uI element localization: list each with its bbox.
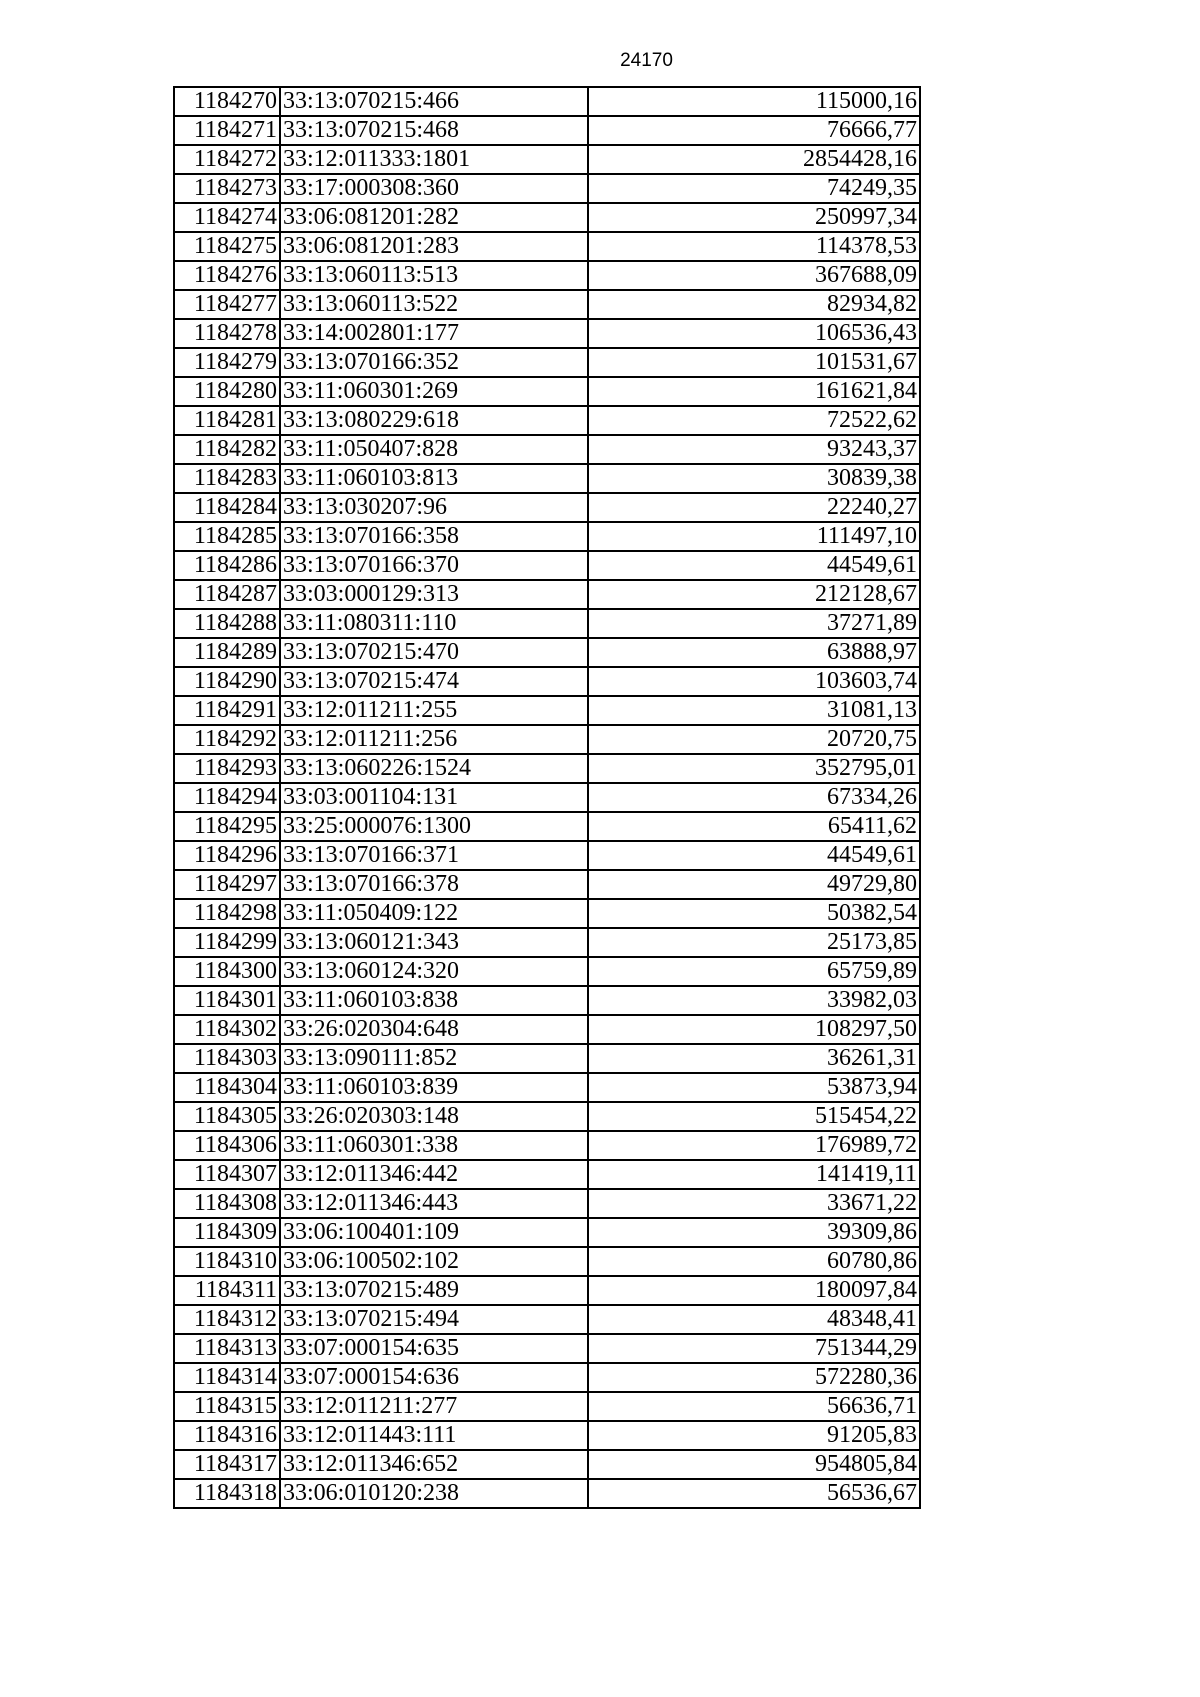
row-id-cell: 1184283 [174, 464, 280, 493]
table-row [174, 261, 920, 290]
value-cell: 63888,97 [588, 638, 920, 667]
table-row [174, 609, 920, 638]
row-id-cell: 1184316 [174, 1421, 280, 1450]
cadastral-number-cell: 33:13:060226:1524 [280, 754, 588, 783]
row-id-cell: 1184271 [174, 116, 280, 145]
row-id-cell: 1184301 [174, 986, 280, 1015]
table-row [174, 290, 920, 319]
table-row [174, 1160, 920, 1189]
row-id-cell: 1184300 [174, 957, 280, 986]
row-id-cell: 1184302 [174, 1015, 280, 1044]
cadastral-number-cell: 33:12:011211:256 [280, 725, 588, 754]
cadastral-number-cell: 33:13:070166:352 [280, 348, 588, 377]
cadastral-number-cell: 33:13:070215:466 [280, 87, 588, 116]
table-row [174, 580, 920, 609]
row-id-cell: 1184314 [174, 1363, 280, 1392]
page-number: 24170 [620, 50, 673, 71]
cadastral-number-cell: 33:12:011333:1801 [280, 145, 588, 174]
value-cell: 161621,84 [588, 377, 920, 406]
row-id-cell: 1184288 [174, 609, 280, 638]
cadastral-number-cell: 33:11:080311:110 [280, 609, 588, 638]
cadastral-number-cell: 33:13:060113:513 [280, 261, 588, 290]
row-id-cell: 1184287 [174, 580, 280, 609]
value-cell: 56536,67 [588, 1479, 920, 1508]
value-cell: 2854428,16 [588, 145, 920, 174]
table-row [174, 174, 920, 203]
table-row [174, 812, 920, 841]
value-cell: 515454,22 [588, 1102, 920, 1131]
table-row [174, 667, 920, 696]
value-cell: 60780,86 [588, 1247, 920, 1276]
row-id-cell: 1184291 [174, 696, 280, 725]
table-row [174, 1305, 920, 1334]
value-cell: 48348,41 [588, 1305, 920, 1334]
row-id-cell: 1184313 [174, 1334, 280, 1363]
cadastral-number-cell: 33:12:011346:442 [280, 1160, 588, 1189]
table-row [174, 319, 920, 348]
cadastral-number-cell: 33:13:060124:320 [280, 957, 588, 986]
row-id-cell: 1184308 [174, 1189, 280, 1218]
cadastral-number-cell: 33:06:081201:282 [280, 203, 588, 232]
row-id-cell: 1184315 [174, 1392, 280, 1421]
cadastral-number-cell: 33:14:002801:177 [280, 319, 588, 348]
row-id-cell: 1184270 [174, 87, 280, 116]
table-row [174, 986, 920, 1015]
cadastral-number-cell: 33:26:020303:148 [280, 1102, 588, 1131]
table-row [174, 696, 920, 725]
cadastral-number-cell: 33:13:070215:470 [280, 638, 588, 667]
cadastral-number-cell: 33:13:070215:489 [280, 1276, 588, 1305]
row-id-cell: 1184286 [174, 551, 280, 580]
value-cell: 44549,61 [588, 551, 920, 580]
row-id-cell: 1184281 [174, 406, 280, 435]
cadastral-number-cell: 33:03:001104:131 [280, 783, 588, 812]
row-id-cell: 1184307 [174, 1160, 280, 1189]
value-cell: 115000,16 [588, 87, 920, 116]
value-cell: 176989,72 [588, 1131, 920, 1160]
value-cell: 44549,61 [588, 841, 920, 870]
table-row [174, 1044, 920, 1073]
row-id-cell: 1184294 [174, 783, 280, 812]
cadastral-number-cell: 33:06:081201:283 [280, 232, 588, 261]
table-row [174, 1073, 920, 1102]
value-cell: 111497,10 [588, 522, 920, 551]
value-cell: 65759,89 [588, 957, 920, 986]
cadastral-number-cell: 33:13:070166:370 [280, 551, 588, 580]
table-row [174, 899, 920, 928]
row-id-cell: 1184305 [174, 1102, 280, 1131]
cadastral-number-cell: 33:11:050407:828 [280, 435, 588, 464]
value-cell: 67334,26 [588, 783, 920, 812]
row-id-cell: 1184272 [174, 145, 280, 174]
value-cell: 212128,67 [588, 580, 920, 609]
table-row [174, 1102, 920, 1131]
value-cell: 93243,37 [588, 435, 920, 464]
row-id-cell: 1184289 [174, 638, 280, 667]
cadastral-number-cell: 33:06:010120:238 [280, 1479, 588, 1508]
row-id-cell: 1184311 [174, 1276, 280, 1305]
table-row [174, 493, 920, 522]
value-cell: 33982,03 [588, 986, 920, 1015]
value-cell: 39309,86 [588, 1218, 920, 1247]
cadastral-number-cell: 33:13:030207:96 [280, 493, 588, 522]
cadastral-number-cell: 33:13:080229:618 [280, 406, 588, 435]
value-cell: 36261,31 [588, 1044, 920, 1073]
row-id-cell: 1184317 [174, 1450, 280, 1479]
row-id-cell: 1184296 [174, 841, 280, 870]
cadastral-number-cell: 33:12:011443:111 [280, 1421, 588, 1450]
row-id-cell: 1184312 [174, 1305, 280, 1334]
value-cell: 22240,27 [588, 493, 920, 522]
value-cell: 572280,36 [588, 1363, 920, 1392]
table-row [174, 1479, 920, 1508]
value-cell: 106536,43 [588, 319, 920, 348]
cadastral-number-cell: 33:13:070166:378 [280, 870, 588, 899]
value-cell: 20720,75 [588, 725, 920, 754]
value-cell: 103603,74 [588, 667, 920, 696]
table-row [174, 928, 920, 957]
cadastral-number-cell: 33:11:060103:839 [280, 1073, 588, 1102]
cadastral-number-cell: 33:07:000154:635 [280, 1334, 588, 1363]
table-row [174, 1247, 920, 1276]
row-id-cell: 1184293 [174, 754, 280, 783]
value-cell: 25173,85 [588, 928, 920, 957]
row-id-cell: 1184295 [174, 812, 280, 841]
value-cell: 367688,09 [588, 261, 920, 290]
value-cell: 50382,54 [588, 899, 920, 928]
cadastral-number-cell: 33:12:011211:255 [280, 696, 588, 725]
table-row [174, 1015, 920, 1044]
value-cell: 954805,84 [588, 1450, 920, 1479]
row-id-cell: 1184290 [174, 667, 280, 696]
cadastral-number-cell: 33:11:060301:338 [280, 1131, 588, 1160]
row-id-cell: 1184292 [174, 725, 280, 754]
row-id-cell: 1184277 [174, 290, 280, 319]
table-row [174, 1334, 920, 1363]
value-cell: 114378,53 [588, 232, 920, 261]
value-cell: 76666,77 [588, 116, 920, 145]
row-id-cell: 1184284 [174, 493, 280, 522]
cadastral-number-cell: 33:06:100401:109 [280, 1218, 588, 1247]
row-id-cell: 1184273 [174, 174, 280, 203]
table-row [174, 435, 920, 464]
cadastral-number-cell: 33:13:060121:343 [280, 928, 588, 957]
table-row [174, 522, 920, 551]
row-id-cell: 1184285 [174, 522, 280, 551]
table-row [174, 754, 920, 783]
table-row [174, 406, 920, 435]
cadastral-number-cell: 33:13:070215:474 [280, 667, 588, 696]
value-cell: 352795,01 [588, 754, 920, 783]
cadastral-number-cell: 33:11:050409:122 [280, 899, 588, 928]
cadastral-number-cell: 33:26:020304:648 [280, 1015, 588, 1044]
cadastral-number-cell: 33:17:000308:360 [280, 174, 588, 203]
cadastral-number-cell: 33:13:090111:852 [280, 1044, 588, 1073]
row-id-cell: 1184274 [174, 203, 280, 232]
value-cell: 56636,71 [588, 1392, 920, 1421]
value-cell: 91205,83 [588, 1421, 920, 1450]
row-id-cell: 1184303 [174, 1044, 280, 1073]
value-cell: 37271,89 [588, 609, 920, 638]
cadastral-number-cell: 33:07:000154:636 [280, 1363, 588, 1392]
value-cell: 30839,38 [588, 464, 920, 493]
value-cell: 65411,62 [588, 812, 920, 841]
cadastral-number-cell: 33:13:070215:494 [280, 1305, 588, 1334]
row-id-cell: 1184310 [174, 1247, 280, 1276]
cadastral-number-cell: 33:13:070166:371 [280, 841, 588, 870]
cadastral-number-cell: 33:12:011346:443 [280, 1189, 588, 1218]
cadastral-number-cell: 33:11:060301:269 [280, 377, 588, 406]
value-cell: 180097,84 [588, 1276, 920, 1305]
table-row [174, 1421, 920, 1450]
row-id-cell: 1184282 [174, 435, 280, 464]
cadastral-number-cell: 33:12:011346:652 [280, 1450, 588, 1479]
cadastral-number-cell: 33:25:000076:1300 [280, 812, 588, 841]
value-cell: 751344,29 [588, 1334, 920, 1363]
row-id-cell: 1184304 [174, 1073, 280, 1102]
table-row [174, 116, 920, 145]
value-cell: 33671,22 [588, 1189, 920, 1218]
table-row [174, 1218, 920, 1247]
value-cell: 108297,50 [588, 1015, 920, 1044]
cadastral-number-cell: 33:13:070166:358 [280, 522, 588, 551]
table-row [174, 1363, 920, 1392]
row-id-cell: 1184276 [174, 261, 280, 290]
table-row [174, 957, 920, 986]
table-row [174, 1131, 920, 1160]
table-row [174, 551, 920, 580]
cadastral-number-cell: 33:11:060103:838 [280, 986, 588, 1015]
value-cell: 31081,13 [588, 696, 920, 725]
value-cell: 74249,35 [588, 174, 920, 203]
table-row [174, 464, 920, 493]
table-row [174, 1276, 920, 1305]
table-row [174, 1392, 920, 1421]
value-cell: 53873,94 [588, 1073, 920, 1102]
cadastral-number-cell: 33:13:060113:522 [280, 290, 588, 319]
table-row [174, 87, 920, 116]
table-row [174, 377, 920, 406]
cadastral-number-cell: 33:11:060103:813 [280, 464, 588, 493]
cadastral-number-cell: 33:03:000129:313 [280, 580, 588, 609]
cadastral-number-cell: 33:06:100502:102 [280, 1247, 588, 1276]
cadastral-number-cell: 33:12:011211:277 [280, 1392, 588, 1421]
table-row [174, 1189, 920, 1218]
row-id-cell: 1184299 [174, 928, 280, 957]
row-id-cell: 1184278 [174, 319, 280, 348]
row-id-cell: 1184306 [174, 1131, 280, 1160]
table-row [174, 725, 920, 754]
row-id-cell: 1184298 [174, 899, 280, 928]
table-row [174, 203, 920, 232]
cadastral-value-table [173, 86, 921, 1509]
row-id-cell: 1184280 [174, 377, 280, 406]
table-body [174, 87, 920, 1508]
table-row [174, 232, 920, 261]
value-cell: 141419,11 [588, 1160, 920, 1189]
row-id-cell: 1184297 [174, 870, 280, 899]
row-id-cell: 1184275 [174, 232, 280, 261]
table-row [174, 841, 920, 870]
table-row [174, 638, 920, 667]
table-row [174, 1450, 920, 1479]
value-cell: 49729,80 [588, 870, 920, 899]
table-row [174, 870, 920, 899]
cadastral-number-cell: 33:13:070215:468 [280, 116, 588, 145]
value-cell: 82934,82 [588, 290, 920, 319]
value-cell: 101531,67 [588, 348, 920, 377]
table-row [174, 783, 920, 812]
value-cell: 250997,34 [588, 203, 920, 232]
table-row [174, 348, 920, 377]
table-row [174, 145, 920, 174]
row-id-cell: 1184318 [174, 1479, 280, 1508]
row-id-cell: 1184279 [174, 348, 280, 377]
row-id-cell: 1184309 [174, 1218, 280, 1247]
value-cell: 72522,62 [588, 406, 920, 435]
